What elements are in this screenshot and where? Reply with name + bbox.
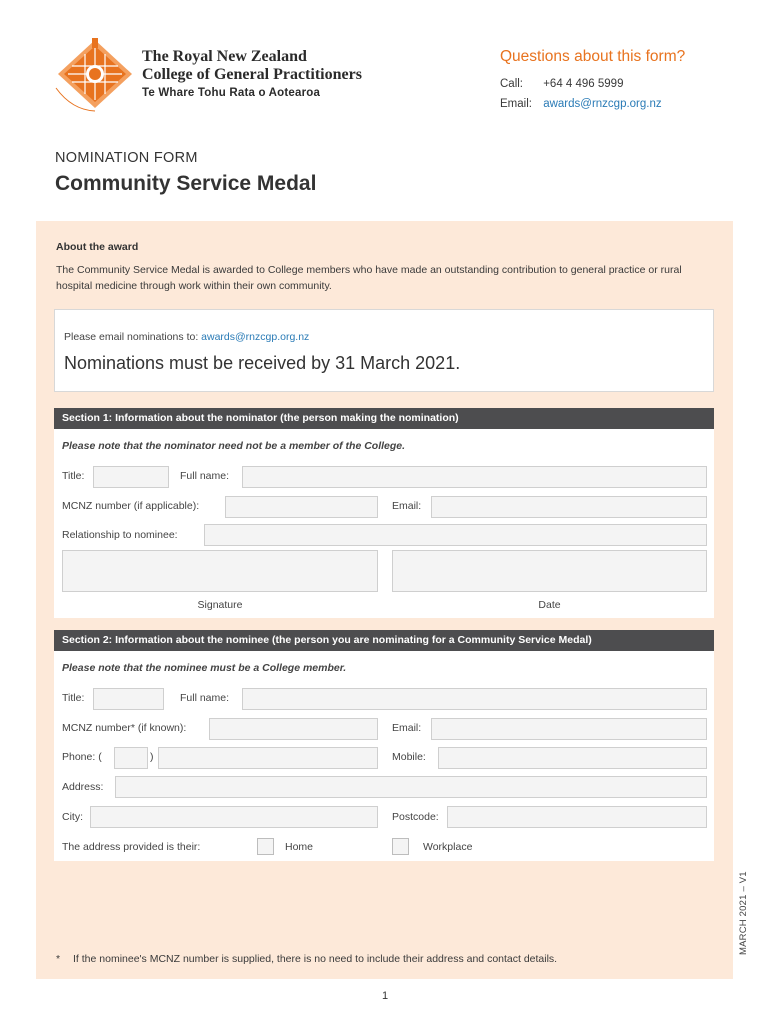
page-title: Community Service Medal <box>55 172 317 195</box>
section-nominator <box>54 408 714 618</box>
nominator-title-label: Title: <box>62 470 85 482</box>
email-label: Email: <box>500 98 532 110</box>
doc-label: NOMINATION FORM <box>55 150 198 166</box>
nominator-title-field[interactable] <box>93 466 169 488</box>
college-logo <box>52 36 138 112</box>
nominee-fullname-label: Full name: <box>180 692 230 704</box>
about-heading: About the award <box>56 241 139 253</box>
nominator-mcnz-label: MCNZ number (if applicable): <box>62 500 200 512</box>
workplace-checkbox[interactable] <box>392 838 409 855</box>
mobile-label: Mobile: <box>392 751 426 763</box>
postcode-label: Postcode: <box>392 811 439 823</box>
nominee-email-field[interactable] <box>431 718 707 740</box>
deadline-text: Nominations must be received by 31 March 2021. <box>64 353 461 373</box>
call-label: Call: <box>500 78 524 90</box>
nominator-email-field[interactable] <box>431 496 707 518</box>
nominee-email-label: Email: <box>392 722 422 734</box>
workplace-label: Workplace <box>423 841 473 853</box>
nominee-mcnz-field[interactable] <box>209 718 378 740</box>
nominator-fullname-label: Full name: <box>180 470 230 482</box>
call-value: +64 4 496 5999 <box>543 78 624 90</box>
section-nominee <box>54 630 714 861</box>
section2-heading: Section 2: Information about the nominee (the person you are nominating for a Community Service Medal) <box>54 630 714 651</box>
footnote-star: * <box>56 953 61 965</box>
home-checkbox[interactable] <box>257 838 274 855</box>
relationship-field[interactable] <box>204 524 707 546</box>
footnote <box>56 953 557 965</box>
city-label: City: <box>62 811 83 823</box>
phone-close-paren: ) <box>150 751 154 763</box>
version-label: MARCH 2021 – V1 <box>738 871 749 955</box>
section1-heading: Section 1: Information about the nominator (the person making the nomination) <box>54 408 714 429</box>
relationship-label: Relationship to nominee: <box>62 529 178 541</box>
signature-field[interactable] <box>62 550 378 592</box>
address-type-label: The address provided is their: <box>62 841 201 853</box>
section2-note: Please note that the nominee must be a College member. <box>62 662 347 674</box>
contact-heading: Questions about this form? <box>500 48 686 65</box>
org-name-line2: College of General Practitioners <box>142 66 362 83</box>
phone-label: Phone: ( <box>62 751 102 763</box>
contact-block <box>500 48 685 114</box>
signature-label: Signature <box>197 599 243 611</box>
nominator-mcnz-field[interactable] <box>225 496 378 518</box>
nominee-fullname-field[interactable] <box>242 688 707 710</box>
phone-number-field[interactable] <box>158 747 378 769</box>
page-number: 1 <box>381 990 389 1002</box>
submission-notice <box>54 309 714 392</box>
nominee-title-label: Title: <box>62 692 85 704</box>
date-label: Date <box>538 599 561 611</box>
nominator-email-label: Email: <box>392 500 422 512</box>
phone-area-code-field[interactable] <box>114 747 148 769</box>
nominator-fullname-field[interactable] <box>242 466 707 488</box>
footnote-text: If the nominee's MCNZ number is supplied, there is no need to include their address and contact details. <box>73 953 558 965</box>
address-field[interactable] <box>115 776 707 798</box>
about-text: The Community Service Medal is awarded to College members who have made an outstanding contribution to general practice or rural hospital medicine through work within their own community. <box>56 264 682 292</box>
city-field[interactable] <box>90 806 378 828</box>
mobile-field[interactable] <box>438 747 707 769</box>
org-name-line1: The Royal New Zealand <box>142 48 307 65</box>
postcode-field[interactable] <box>447 806 707 828</box>
contact-email-link[interactable]: awards@rnzcgp.org.nz <box>543 98 662 110</box>
org-maori-name: Te Whare Tohu Rata o Aotearoa <box>142 87 321 99</box>
notice-email-link[interactable]: awards@rnzcgp.org.nz <box>201 331 310 343</box>
date-field[interactable] <box>392 550 707 592</box>
home-label: Home <box>285 841 314 853</box>
nominee-mcnz-label: MCNZ number* (if known): <box>62 722 187 734</box>
section1-note: Please note that the nominator need not be a member of the College. <box>62 440 406 452</box>
nominee-title-field[interactable] <box>93 688 164 710</box>
address-label: Address: <box>62 781 104 793</box>
notice-email-prefix: Please email nominations to: <box>64 331 199 343</box>
